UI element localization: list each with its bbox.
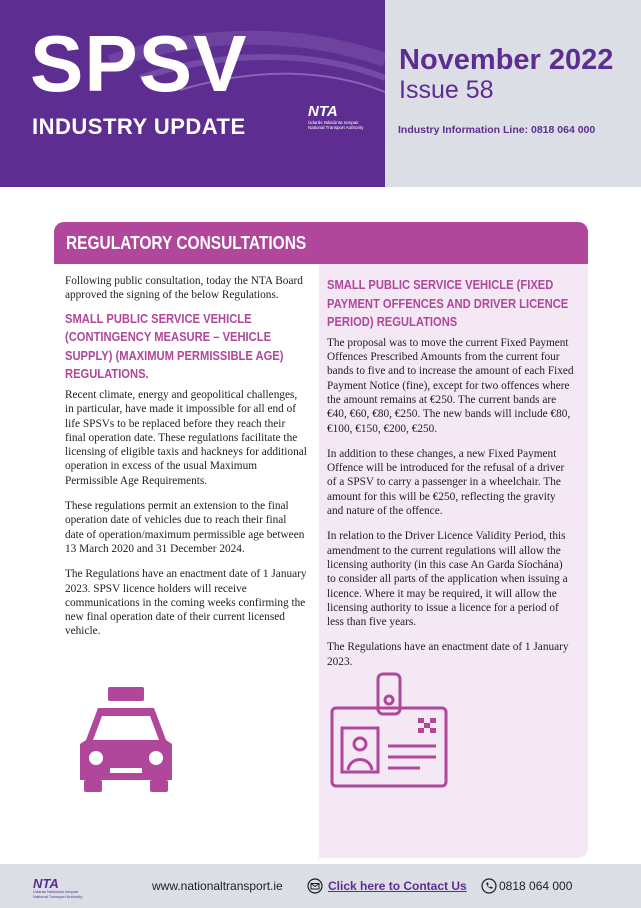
left-subheading: SMALL PUBLIC SERVICE VEHICLE (CONTINGENCY MEASURE – VEHICLE SUPPLY) (MAXIMUM PERMISSIBLE AGE) REGULATIONS. xyxy=(65,310,284,382)
email-icon xyxy=(307,878,323,894)
website-link[interactable]: www.nationaltransport.ie xyxy=(152,879,283,893)
footer-logo-english: National Transport Authority xyxy=(33,893,83,899)
left-paragraph-3: The Regulations have an enactment date of 1 January 2023. SPSV licence holders will receive communications in the coming weeks confirming the new final operation date of their current licensed vehicle. xyxy=(65,568,307,638)
info-line: Industry Information Line: 0818 064 000 xyxy=(398,124,596,136)
taxi-icon xyxy=(76,684,176,794)
masthead xyxy=(0,0,385,187)
nta-logo xyxy=(308,104,380,144)
section-header xyxy=(54,222,588,264)
driver-id-card-icon xyxy=(330,670,448,788)
left-paragraph-2: These regulations permit an extension to the final operation date of vehicles due to reach their final date of operation/maximum permissible age between 13 March 2020 and 31 December 2024. xyxy=(65,500,305,555)
contact-us-link[interactable]: Click here to Contact Us xyxy=(328,879,467,893)
issue-number: Issue 58 xyxy=(399,76,494,104)
masthead-title: SPSV xyxy=(30,19,248,108)
footer-logo-irish: Údarás Náisiúnta Iompair xyxy=(33,889,79,894)
right-paragraph-1: The proposal was to move the current Fixed Payment Offences Prescribed Amounts from the current four bands to five and to increase the amount of each Fixed Payment Notice (fine), except for two offences where the amount remains at €250. The current bands are €40, €60, €80, €250. The new bands will include €80, €100, €150, €200, €250. xyxy=(327,336,574,435)
issue-month: November 2022 xyxy=(399,44,614,76)
left-paragraph-1: Recent climate, energy and geopolitical challenges, in particular, have made it impossible for all end of life SPSVs to be replaced before they reach their final operation date. These regulations facilitate the licensing of eligible taxis and hackneys for additional operation in excess of the usual Maximum Permissible Age Requirements. xyxy=(65,388,307,487)
footer-phone[interactable]: 0818 064 000 xyxy=(499,879,573,893)
phone-icon xyxy=(481,878,497,894)
footer-nta-logo xyxy=(33,877,82,899)
footer-logo-mark: NTA xyxy=(33,876,59,891)
masthead-subtitle: INDUSTRY UPDATE xyxy=(32,114,246,139)
nta-logo-english: National Transport Authority xyxy=(308,125,364,130)
right-paragraph-2: In addition to these changes, a new Fixed Payment Offence will be introduced for the refusal of a driver of a SPSV to carry a passenger in a wheelchair. The amount for this will be €250, reflecting the gravity and nature of the offence. xyxy=(327,447,565,518)
nta-logo-mark: NTA xyxy=(308,103,338,120)
right-paragraph-3: In relation to the Driver Licence Validity Period, this amendment to the current regulations will allow the licensing authority (in this case An Garda Síochána) to consider all parts of the application when issuing a licence. Where it may be required, it will allow the licensing authority to issue a licence for a period of less than five years. xyxy=(327,530,568,629)
right-subheading: SMALL PUBLIC SERVICE VEHICLE (FIXED PAYMENT OFFENCES AND DRIVER LICENCE PERIOD) REGULATIONS xyxy=(327,277,569,330)
footer xyxy=(0,864,641,908)
section-title: REGULATORY CONSULTATIONS xyxy=(66,232,307,253)
issue-box xyxy=(385,0,641,187)
nta-logo-irish: Údarás Náisiúnta Iompair xyxy=(308,120,359,125)
intro-paragraph: Following public consultation, today the NTA Board approved the signing of the below Regulations. xyxy=(65,275,303,302)
right-paragraph-4: The Regulations have an enactment date of 1 January 2023. xyxy=(327,641,569,668)
